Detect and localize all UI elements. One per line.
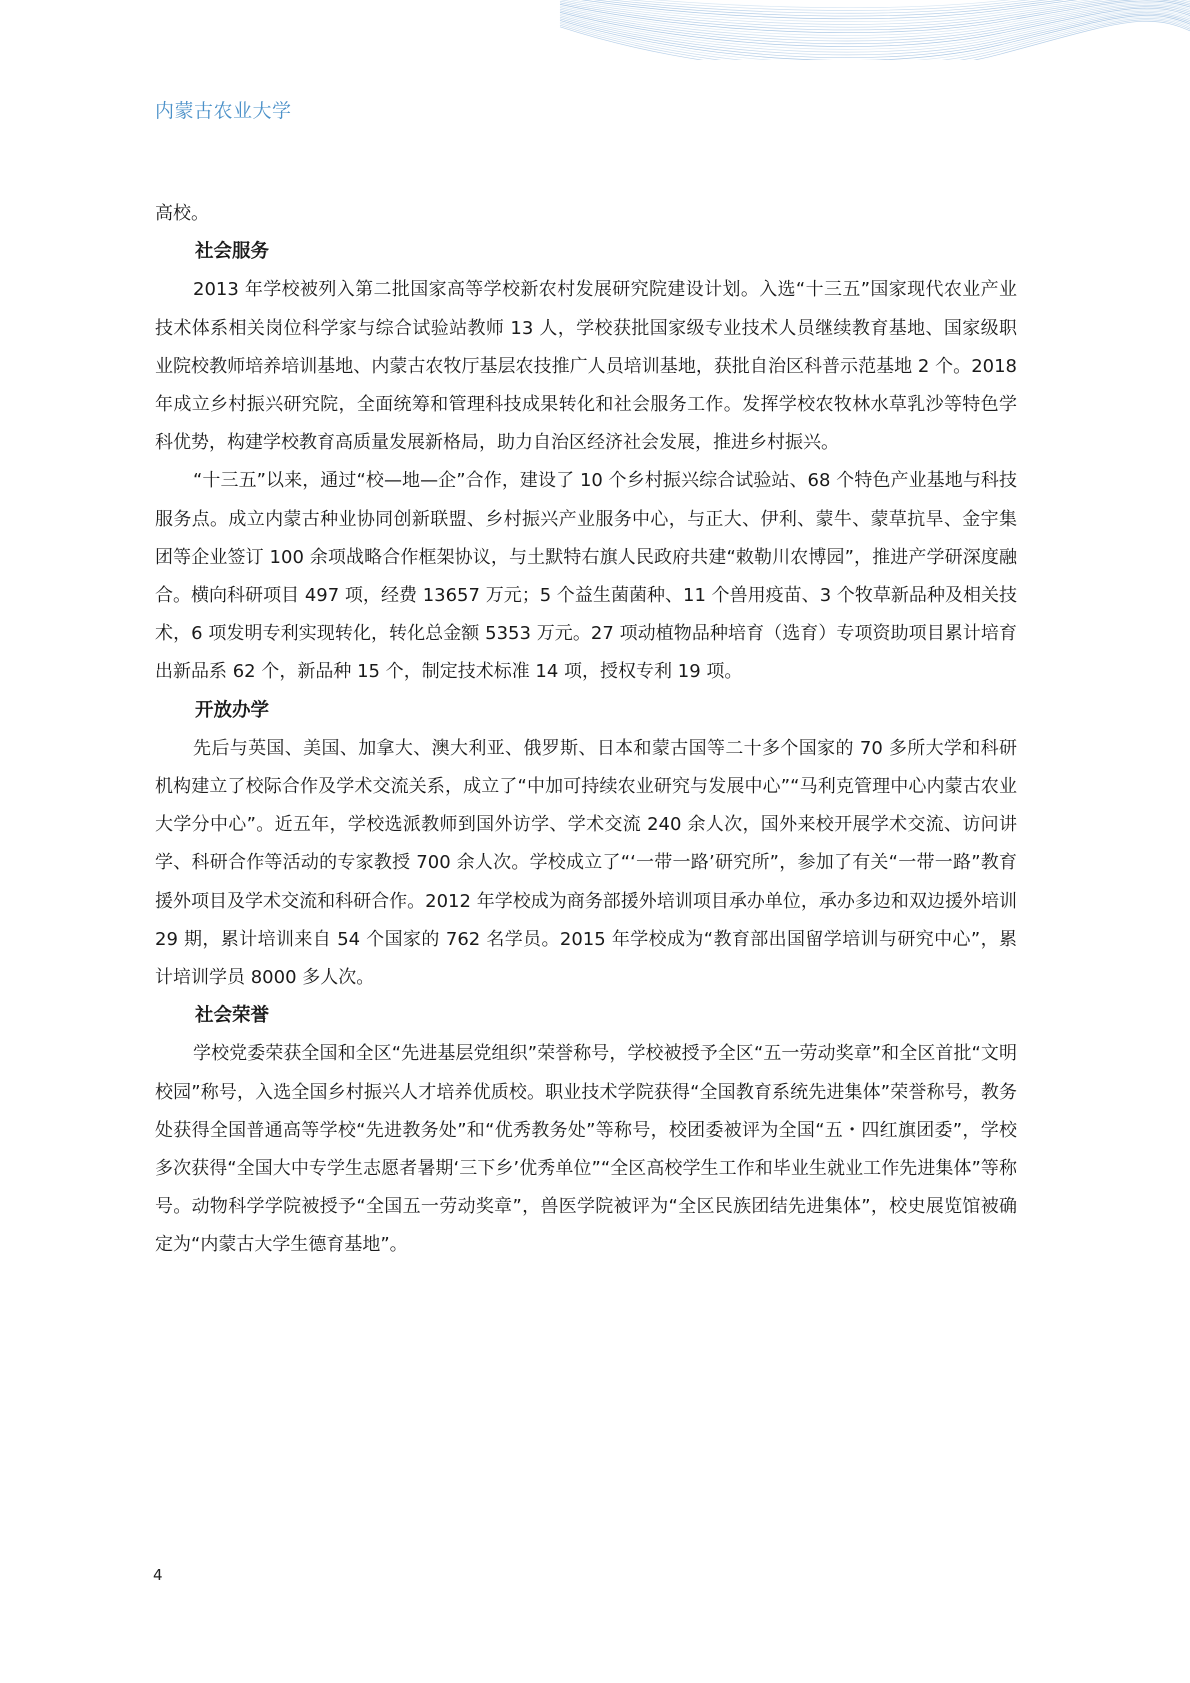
section-heading-open-education: 开放办学 <box>195 699 270 721</box>
continued-paragraph: 高校。 <box>155 203 209 224</box>
section-heading-honors: 社会荣誉 <box>195 1005 270 1027</box>
section-heading-social-service: 社会服务 <box>195 241 270 263</box>
header-wave-decoration <box>0 0 1190 60</box>
main-content <box>155 195 1017 1265</box>
paragraph: 2013 年学校被列入第二批国家高等学校新农村发展研究院建设计划。入选“十三五”国家现代农业产业技术体系相关岗位科学家与综合试验站教师 13 人，学校获批国家级专业技术人员继续教育基地、国家级职业院校教师培养培训基地、内蒙古农牧厅基层农技推广人员培训基地，获批自治区科普示范基地 2 个。2018 年成立乡村振兴研究院，全面统筹和管理科技成果转化和社会服务工作。发挥学校农牧林水草乳沙等特色学科优势，构建学校教育高质量发展新格局，助力自治区经济社会发展，推进乡村振兴。 <box>155 279 1017 454</box>
page-number: 4 <box>153 1566 163 1584</box>
paragraph: “十三五”以来，通过“校—地—企”合作，建设了 10 个乡村振兴综合试验站、68 个特色产业基地与科技服务点。成立内蒙古种业协同创新联盟、乡村振兴产业服务中心，与正大、伊利、蒙牛、蒙草抗旱、金宇集团等企业签订 100 余项战略合作框架协议，与土默特右旗人民政府共建“敕勒川农博园”，推进产学研深度融合。横向科研项目 497 项，经费 13657 万元；5 个益生菌菌种、11 个兽用疫苗、3 个牧草新品种及相关技术，6 项发明专利实现转化，转化总金额 5353 万元。27 项动植物品种培育（选育）专项资助项目累计培育出新品系 62 个，新品种 15 个，制定技术标准 14 项，授权专利 19 项。 <box>155 470 1017 683</box>
header-title: 内蒙古农业大学 <box>155 100 292 122</box>
paragraph: 先后与英国、美国、加拿大、澳大利亚、俄罗斯、日本和蒙古国等二十多个国家的 70 多所大学和科研机构建立了校际合作及学术交流关系，成立了“中加可持续农业研究与发展中心”“马利克管理中心内蒙古农业大学分中心”。近五年，学校选派教师到国外访学、学术交流 240 余人次，国外来校开展学术交流、访问讲学、科研合作等活动的专家教授 700 余人次。学校成立了“‘一带一路’研究所”，参加了有关“一带一路”教育援外项目及学术交流和科研合作。2012 年学校成为商务部援外培训项目承办单位，承办多边和双边援外培训 29 期，累计培训来自 54 个国家的 762 名学员。2015 年学校成为“教育部出国留学培训与研究中心”，累计培训学员 8000 多人次。 <box>155 737 1017 989</box>
wave-line <box>560 1 1190 33</box>
paragraph: 学校党委荣获全国和全区“先进基层党组织”荣誉称号，学校被授予全区“五一劳动奖章”和全区首批“文明校园”称号，入选全国乡村振兴人才培养优质校。职业技术学院获得“全国教育系统先进集体”荣誉称号，教务处获得全国普通高等学校“先进教务处”和“优秀教务处”等称号，校团委被评为全国“五・四红旗团委”，学校多次获得“全国大中专学生志愿者暑期‘三下乡’优秀单位”“全区高校学生工作和毕业生就业工作先进集体”等称号。动物科学学院被授予“全国五一劳动奖章”，兽医学院被评为“全区民族团结先进集体”，校史展览馆被确定为“内蒙古大学生德育基地”。 <box>155 1043 1017 1256</box>
